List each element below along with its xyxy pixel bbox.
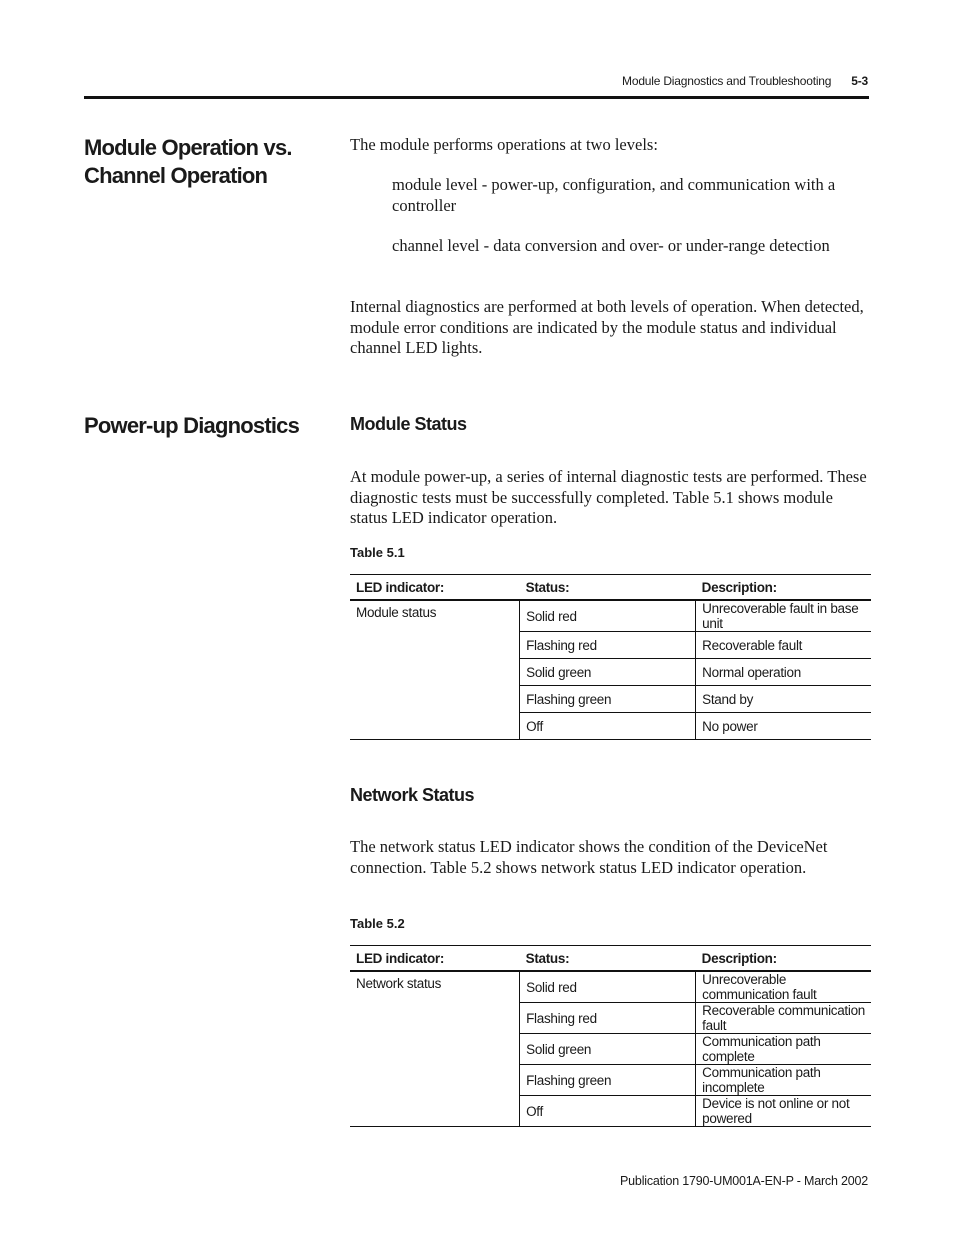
- column-header: Status:: [520, 575, 696, 601]
- module-status-table: [350, 574, 871, 740]
- status-cell: Solid red: [520, 971, 696, 1003]
- description-cell: Normal operation: [696, 659, 871, 686]
- description-cell: Stand by: [696, 686, 871, 713]
- status-cell: Flashing red: [520, 632, 696, 659]
- status-cell: Flashing red: [520, 1003, 696, 1034]
- description-cell: Communication path incomplete: [696, 1065, 871, 1096]
- column-header: LED indicator:: [350, 575, 520, 601]
- section-title-power-up-diagnostics: Power-up Diagnostics: [84, 413, 300, 438]
- status-cell: Off: [520, 713, 696, 740]
- description-cell: Communication path complete: [696, 1034, 871, 1065]
- table-row: [350, 971, 871, 1003]
- column-header: Description:: [696, 946, 871, 972]
- description-cell: Device is not online or not powered: [696, 1096, 871, 1127]
- table-5-2-caption: Table 5.2: [350, 916, 405, 931]
- description-cell: Recoverable fault: [696, 632, 871, 659]
- section-title-line1: Module Operation vs.: [84, 135, 292, 160]
- column-header: Description:: [696, 575, 871, 601]
- column-header: LED indicator:: [350, 946, 520, 972]
- network-status-heading: Network Status: [350, 785, 475, 805]
- status-cell: Off: [520, 1096, 696, 1127]
- header-rule: [84, 96, 869, 99]
- running-title: Module Diagnostics and Troubleshooting: [622, 74, 832, 88]
- table-5-1-caption: Table 5.1: [350, 545, 405, 560]
- status-cell: Flashing green: [520, 686, 696, 713]
- led-indicator-cell: Module status: [350, 600, 520, 740]
- page-number: 5-3: [851, 74, 868, 88]
- description-cell: Unrecoverable communication fault: [696, 971, 871, 1003]
- led-indicator-cell: Network status: [350, 971, 520, 1127]
- status-cell: Solid green: [520, 659, 696, 686]
- table-header-row: [350, 946, 871, 972]
- module-status-heading: Module Status: [350, 414, 467, 434]
- table-header-row: [350, 575, 871, 601]
- publication-footer: Publication 1790-UM001A-EN-P - March 2002: [620, 1174, 868, 1188]
- column-header: Status:: [520, 946, 696, 972]
- network-status-table: [350, 945, 871, 1127]
- status-cell: Solid red: [520, 600, 696, 632]
- section-title-line2: Channel Operation: [84, 163, 268, 188]
- running-header: [622, 74, 868, 88]
- description-cell: Recoverable communication fault: [696, 1003, 871, 1034]
- section-title-module-vs-channel: [84, 134, 324, 190]
- table-row: [350, 600, 871, 632]
- network-status-paragraph: The network status LED indicator shows the condition of the DeviceNet connection. Table 5.2 shows network status LED indicator operation.: [350, 837, 828, 877]
- description-cell: Unrecoverable fault in base unit: [696, 600, 871, 632]
- module-status-paragraph: At module power-up, a series of internal diagnostic tests are performed. These diagnostic tests must be successfully completed. Table 5.1 shows module status LED indicator operation.: [350, 467, 867, 527]
- diagnostics-summary-paragraph: Internal diagnostics are performed at both levels of operation. When detected, module error conditions are indicated by the module status and individual channel LED lights.: [350, 297, 864, 357]
- status-cell: Flashing green: [520, 1065, 696, 1096]
- module-level-item: module level - power-up, configuration, and communication with a controller: [392, 175, 836, 215]
- description-cell: No power: [696, 713, 871, 740]
- status-cell: Solid green: [520, 1034, 696, 1065]
- intro-paragraph: The module performs operations at two levels:: [350, 135, 658, 154]
- channel-level-item: channel level - data conversion and over- or under-range detection: [392, 236, 830, 255]
